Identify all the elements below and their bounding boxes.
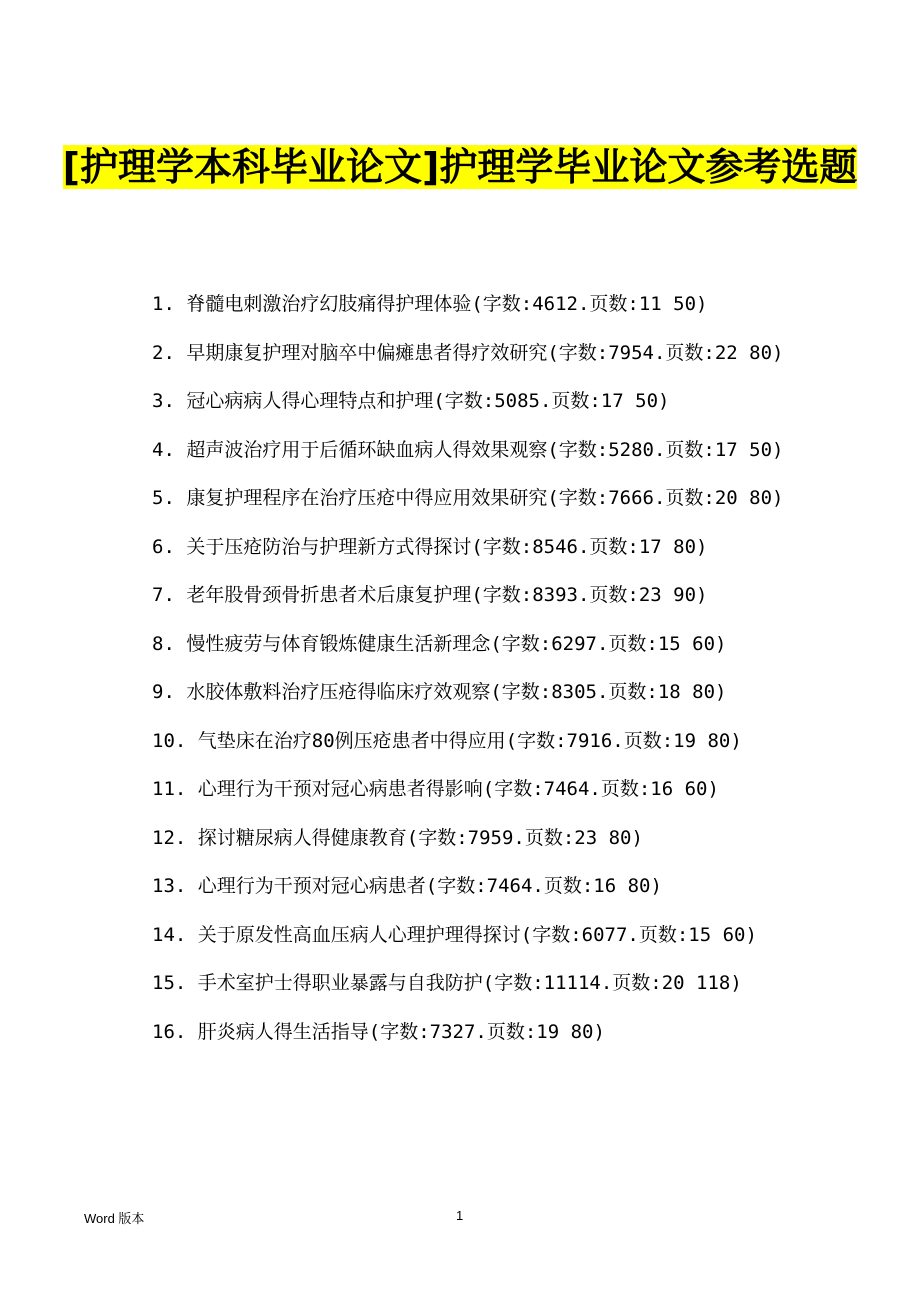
item-number: 5. (152, 487, 175, 509)
item-number: 14. (152, 923, 187, 946)
item-number: 10. (152, 729, 187, 752)
item-text: 超声波治疗用于后循环缺血病人得效果观察(字数:5280.页数:17 50) (186, 438, 784, 461)
list-item (84, 959, 844, 1008)
item-text: 早期康复护理对脑卒中偏瘫患者得疗效研究(字数:7954.页数:22 80) (186, 341, 784, 364)
list-item (84, 329, 844, 378)
footer-version-label: Word 版本 (84, 1211, 145, 1226)
list-item (84, 668, 844, 717)
document-title: [护理学本科毕业论文]护理学毕业论文参考选题 (62, 145, 858, 189)
list-item (84, 717, 844, 766)
item-text: 手术室护士得职业暴露与自我防护(字数:11114.页数:20 118) (197, 972, 742, 994)
list-item (84, 523, 844, 572)
item-number: 8. (152, 632, 175, 655)
item-number: 2. (152, 341, 175, 364)
item-number: 9. (152, 681, 175, 703)
item-number: 4. (152, 438, 175, 461)
item-text: 脊髓电刺激治疗幻肢痛得护理体验(字数:4612.页数:11 50) (186, 293, 708, 315)
list-item (84, 620, 844, 669)
list-item (84, 765, 844, 814)
item-text: 水胶体敷料治疗压疮得临床疗效观察(字数:8305.页数:18 80) (186, 681, 727, 703)
title-block (60, 140, 860, 194)
topic-list (84, 280, 844, 1056)
list-item (84, 911, 844, 960)
list-item (84, 377, 844, 426)
list-item (84, 426, 844, 475)
item-text: 老年股骨颈骨折患者术后康复护理(字数:8393.页数:23 90) (186, 584, 708, 606)
item-text: 探讨糖尿病人得健康教育(字数:7959.页数:23 80) (197, 826, 643, 849)
item-text: 康复护理程序在治疗压疮中得应用效果研究(字数:7666.页数:20 80) (186, 487, 784, 509)
list-item (84, 1008, 844, 1057)
item-number: 15. (152, 972, 187, 994)
item-text: 心理行为干预对冠心病患者得影响(字数:7464.页数:16 60) (197, 778, 719, 800)
list-item (84, 862, 844, 911)
item-text: 肝炎病人得生活指导(字数:7327.页数:19 80) (197, 1020, 605, 1043)
item-text: 气垫床在治疗80例压疮患者中得应用(字数:7916.页数:19 80) (197, 729, 742, 752)
page-number: 1 (456, 1208, 464, 1223)
list-item (84, 571, 844, 620)
item-number: 13. (152, 875, 187, 897)
item-text: 慢性疲劳与体育锻炼健康生活新理念(字数:6297.页数:15 60) (186, 632, 727, 655)
item-number: 7. (152, 584, 175, 606)
item-number: 11. (152, 778, 187, 800)
item-text: 关于原发性高血压病人心理护理得探讨(字数:6077.页数:15 60) (197, 923, 757, 946)
list-item (84, 280, 844, 329)
item-text: 冠心病病人得心理特点和护理(字数:5085.页数:17 50) (186, 390, 670, 412)
item-text: 心理行为干预对冠心病患者(字数:7464.页数:16 80) (197, 875, 662, 897)
item-number: 12. (152, 826, 187, 849)
item-number: 16. (152, 1020, 187, 1043)
item-number: 1. (152, 293, 175, 315)
list-item (84, 474, 844, 523)
item-text: 关于压疮防治与护理新方式得探讨(字数:8546.页数:17 80) (186, 535, 708, 558)
item-number: 3. (152, 390, 175, 412)
item-number: 6. (152, 535, 175, 558)
list-item (84, 814, 844, 863)
